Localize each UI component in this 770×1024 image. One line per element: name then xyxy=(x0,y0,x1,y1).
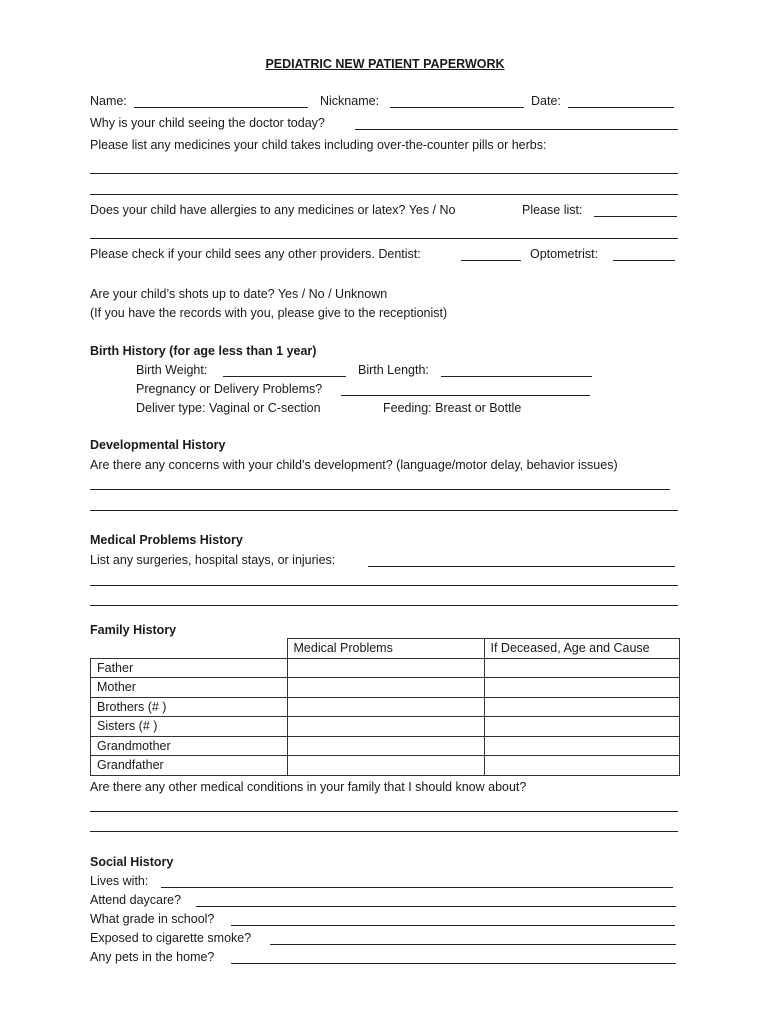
surgeries-line-2[interactable] xyxy=(90,605,678,606)
allergies-list-field[interactable] xyxy=(594,216,677,217)
grandmother-deceased-cell[interactable] xyxy=(484,736,680,756)
medicines-label: Please list any medicines your child takes including over-the-counter pills or herbs: xyxy=(90,138,547,152)
development-question: Are there any concerns with your child’s development? (language/motor delay, behavior issues) xyxy=(90,458,618,472)
nickname-field[interactable] xyxy=(390,107,524,108)
father-deceased-cell[interactable] xyxy=(484,658,680,678)
mother-deceased-cell[interactable] xyxy=(484,678,680,698)
row-label-brothers: Brothers (# ) xyxy=(91,697,288,717)
developmental-history-heading: Developmental History xyxy=(90,438,226,452)
row-label-grandmother: Grandmother xyxy=(91,736,288,756)
dentist-field[interactable] xyxy=(461,260,521,261)
family-history-heading: Family History xyxy=(90,623,177,637)
shots-label: Are your child’s shots up to date? Yes / No / Unknown xyxy=(90,287,388,301)
table-row xyxy=(91,756,680,776)
feeding-label: Feeding: Breast or Bottle xyxy=(383,401,522,415)
pregnancy-problems-label: Pregnancy or Delivery Problems? xyxy=(136,382,323,396)
grade-label: What grade in school? xyxy=(90,912,215,926)
row-label-sisters: Sisters (# ) xyxy=(91,717,288,737)
please-list-label: Please list: xyxy=(522,203,583,217)
daycare-field[interactable] xyxy=(196,906,676,907)
birth-history-heading: Birth History (for age less than 1 year) xyxy=(90,344,317,358)
sisters-deceased-cell[interactable] xyxy=(484,717,680,737)
brothers-medical-cell[interactable] xyxy=(287,697,484,717)
birth-length-field[interactable] xyxy=(441,376,592,377)
shots-note: (If you have the records with you, please give to the receptionist) xyxy=(90,306,448,320)
row-label-mother: Mother xyxy=(91,678,288,698)
development-line-2[interactable] xyxy=(90,510,678,511)
grandfather-deceased-cell[interactable] xyxy=(484,756,680,776)
optometrist-field[interactable] xyxy=(613,260,675,261)
surgeries-line-1[interactable] xyxy=(90,585,678,586)
name-field[interactable] xyxy=(134,107,308,108)
pregnancy-problems-field[interactable] xyxy=(341,395,590,396)
development-line-1[interactable] xyxy=(90,489,670,490)
table-row xyxy=(91,658,680,678)
sisters-medical-cell[interactable] xyxy=(287,717,484,737)
surgeries-field[interactable] xyxy=(368,566,675,567)
row-label-grandfather: Grandfather xyxy=(91,756,288,776)
date-label: Date: xyxy=(531,94,561,108)
surgeries-question: List any surgeries, hospital stays, or injuries: xyxy=(90,553,336,567)
optometrist-label: Optometrist: xyxy=(530,247,599,261)
pets-label: Any pets in the home? xyxy=(90,950,215,964)
grandfather-medical-cell[interactable] xyxy=(287,756,484,776)
medicines-line-2[interactable] xyxy=(90,194,678,195)
nickname-label: Nickname: xyxy=(320,94,380,108)
lives-with-label: Lives with: xyxy=(90,874,149,888)
column-header-deceased: If Deceased, Age and Cause xyxy=(484,639,680,659)
medical-problems-heading: Medical Problems History xyxy=(90,533,243,547)
reason-label: Why is your child seeing the doctor today? xyxy=(90,116,325,130)
brothers-deceased-cell[interactable] xyxy=(484,697,680,717)
birth-weight-field[interactable] xyxy=(223,376,346,377)
date-field[interactable] xyxy=(568,107,674,108)
deliver-type-label: Deliver type: Vaginal or C-section xyxy=(136,401,321,415)
name-label: Name: xyxy=(90,94,127,108)
birth-weight-label: Birth Weight: xyxy=(136,363,208,377)
allergies-label: Does your child have allergies to any medicines or latex? Yes / No xyxy=(90,203,456,217)
table-row xyxy=(91,697,680,717)
table-header-row xyxy=(91,639,680,659)
mother-medical-cell[interactable] xyxy=(287,678,484,698)
family-history-table xyxy=(90,638,680,776)
reason-field[interactable] xyxy=(355,129,678,130)
grade-field[interactable] xyxy=(231,925,675,926)
smoke-field[interactable] xyxy=(270,944,676,945)
grandmother-medical-cell[interactable] xyxy=(287,736,484,756)
allergies-line[interactable] xyxy=(90,238,678,239)
column-header-medical-problems: Medical Problems xyxy=(287,639,484,659)
family-other-line-2[interactable] xyxy=(90,831,678,832)
family-other-line-1[interactable] xyxy=(90,811,678,812)
table-header-blank xyxy=(91,639,288,659)
daycare-label: Attend daycare? xyxy=(90,893,182,907)
table-row xyxy=(91,736,680,756)
smoke-label: Exposed to cigarette smoke? xyxy=(90,931,252,945)
medicines-line-1[interactable] xyxy=(90,173,678,174)
table-row xyxy=(91,717,680,737)
row-label-father: Father xyxy=(91,658,288,678)
providers-label: Please check if your child sees any other providers. Dentist: xyxy=(90,247,421,261)
social-history-heading: Social History xyxy=(90,855,174,869)
father-medical-cell[interactable] xyxy=(287,658,484,678)
birth-length-label: Birth Length: xyxy=(358,363,429,377)
page-title: PEDIATRIC NEW PATIENT PAPERWORK xyxy=(265,57,505,71)
family-other-question: Are there any other medical conditions in your family that I should know about? xyxy=(90,780,527,794)
pets-field[interactable] xyxy=(231,963,676,964)
table-row xyxy=(91,678,680,698)
lives-with-field[interactable] xyxy=(161,887,673,888)
